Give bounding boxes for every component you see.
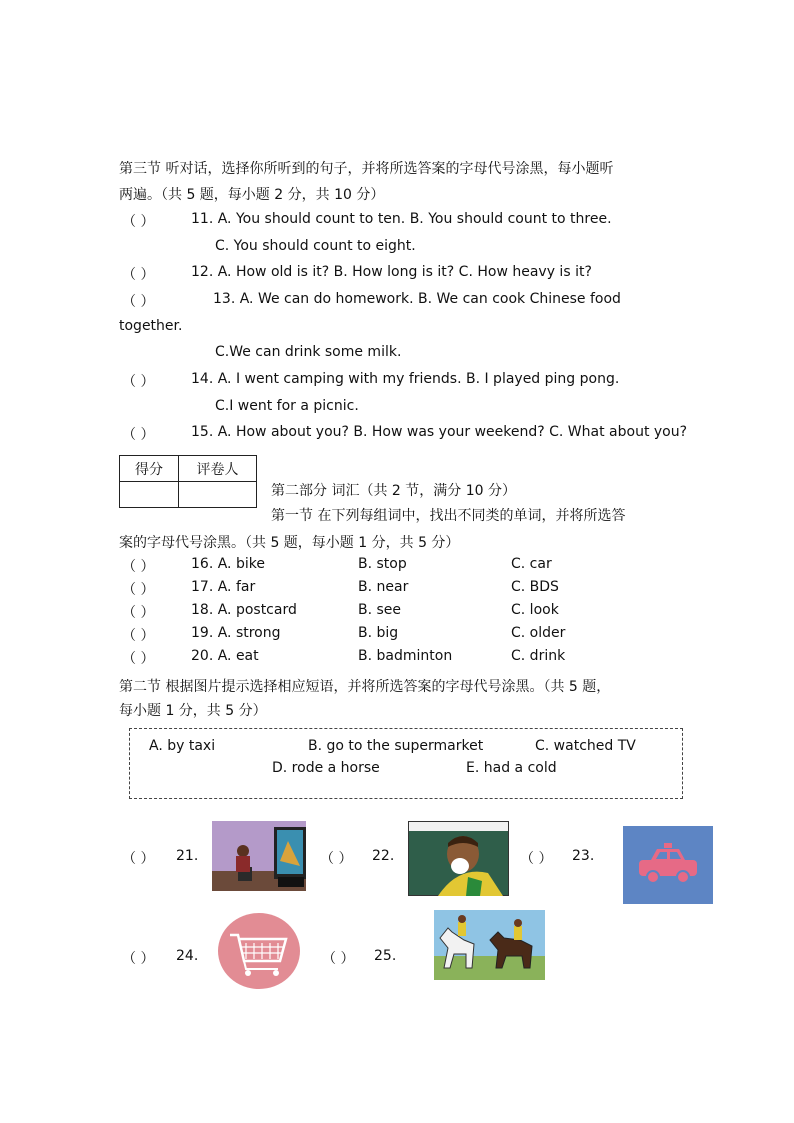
q22-number: 22. <box>372 848 395 864</box>
q25-answer-blank[interactable]: （ ） <box>322 951 355 967</box>
vocab-answer-blank[interactable]: （ ） <box>122 559 155 575</box>
vocab-answer-blank[interactable]: （ ） <box>122 628 155 644</box>
q23-number: 23. <box>572 848 595 864</box>
part2-sec1-line1: 第一节 在下列每组词中，找出不同类的单词，并将所选答 <box>271 508 626 524</box>
vocab-option-b: B. near <box>358 579 409 595</box>
q13-answer-blank[interactable]: （ ） <box>122 294 155 310</box>
q14-answer-blank[interactable]: （ ） <box>122 374 155 390</box>
section3-title-line2: 两遍。（共 5 题，每小题 2 分，共 10 分） <box>119 187 385 203</box>
vocab-option-c: C. older <box>511 625 566 641</box>
grader-cell[interactable] <box>179 482 257 508</box>
q13-line3: C.We can drink some milk. <box>215 344 402 360</box>
q15-line1: 15. A. How about you? B. How was your weekend? C. What about you? <box>191 424 688 440</box>
vocab-option-a: 16. A. bike <box>191 556 265 572</box>
q23-answer-blank[interactable]: （ ） <box>520 851 553 867</box>
q15-answer-blank[interactable]: （ ） <box>122 427 155 443</box>
shopping-cart-image <box>218 913 300 989</box>
score-table <box>119 455 257 508</box>
horse-riding-image <box>434 910 545 980</box>
q11-answer-blank[interactable]: （ ） <box>122 214 155 230</box>
q21-number: 21. <box>176 848 199 864</box>
vocab-option-a: 19. A. strong <box>191 625 281 641</box>
vocab-option-c: C. drink <box>511 648 566 664</box>
q12-line1: 12. A. How old is it? B. How long is it? C. How heavy is it? <box>191 264 592 280</box>
part2-title: 第二部分 词汇（共 2 节，满分 10 分） <box>271 483 516 499</box>
section2-line1: 第二节 根据图片提示选择相应短语，并将所选答案的字母代号涂黑。（共 5 题， <box>119 679 611 695</box>
q13-line1: 13. A. We can do homework. B. We can cook Chinese food <box>213 291 621 307</box>
q22-answer-blank[interactable]: （ ） <box>320 851 353 867</box>
option-c: C. watched TV <box>535 738 636 754</box>
q14-line2: C.I went for a picnic. <box>215 398 359 414</box>
vocab-option-a: 20. A. eat <box>191 648 259 664</box>
option-b: B. go to the supermarket <box>308 738 484 754</box>
vocab-option-b: B. big <box>358 625 399 641</box>
q21-answer-blank[interactable]: （ ） <box>122 851 155 867</box>
q24-number: 24. <box>176 948 199 964</box>
tv-watching-image <box>212 821 306 891</box>
score-cell[interactable] <box>120 482 179 508</box>
option-e: E. had a cold <box>466 760 557 776</box>
vocab-option-c: C. look <box>511 602 559 618</box>
q13-line2: together. <box>119 318 183 334</box>
vocab-option-a: 17. A. far <box>191 579 256 595</box>
grader-header: 评卷人 <box>179 456 257 482</box>
part2-sec1-line2: 案的字母代号涂黑。（共 5 题，每小题 1 分，共 5 分） <box>119 535 460 551</box>
vocab-answer-blank[interactable]: （ ） <box>122 605 155 621</box>
section3-title-line1: 第三节 听对话，选择你所听到的句子，并将所选答案的字母代号涂黑，每小题听 <box>119 161 614 177</box>
score-header: 得分 <box>120 456 179 482</box>
q11-line2: C. You should count to eight. <box>215 238 416 254</box>
q12-answer-blank[interactable]: （ ） <box>122 267 155 283</box>
cold-sneeze-image <box>408 821 509 896</box>
vocab-option-a: 18. A. postcard <box>191 602 297 618</box>
vocab-option-c: C. car <box>511 556 552 572</box>
q25-number: 25. <box>374 948 397 964</box>
section2-line2: 每小题 1 分，共 5 分） <box>119 703 267 719</box>
vocab-option-c: C. BDS <box>511 579 559 595</box>
vocab-option-b: B. badminton <box>358 648 453 664</box>
q24-answer-blank[interactable]: （ ） <box>122 951 155 967</box>
vocab-option-b: B. stop <box>358 556 407 572</box>
vocab-answer-blank[interactable]: （ ） <box>122 582 155 598</box>
q14-line1: 14. A. I went camping with my friends. B. I played ping pong. <box>191 371 620 387</box>
option-d: D. rode a horse <box>272 760 380 776</box>
q11-line1: 11. A. You should count to ten. B. You should count to three. <box>191 211 612 227</box>
vocab-answer-blank[interactable]: （ ） <box>122 651 155 667</box>
option-a: A. by taxi <box>149 738 216 754</box>
vocab-option-b: B. see <box>358 602 402 618</box>
taxi-image <box>623 826 713 904</box>
